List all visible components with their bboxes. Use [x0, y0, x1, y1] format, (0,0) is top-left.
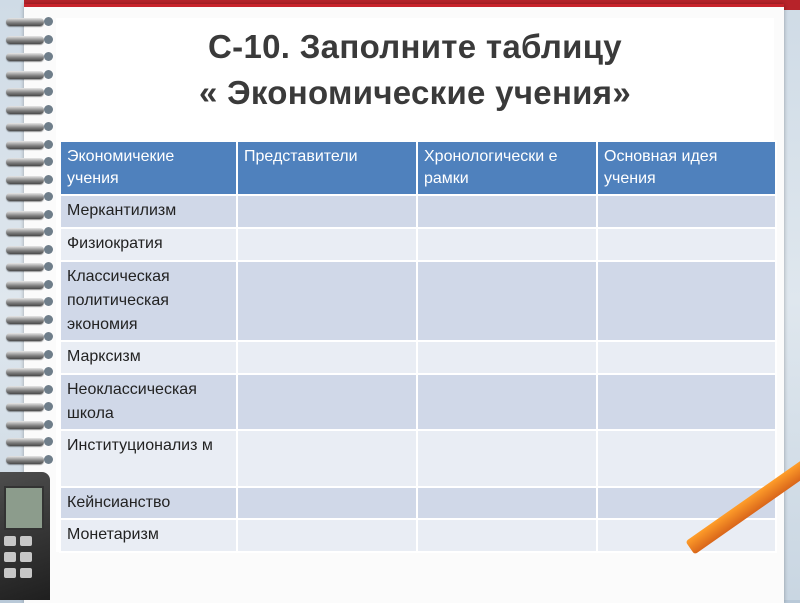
cell-doctrine: Неоклассическая школа	[60, 374, 237, 430]
cell-main-idea[interactable]	[597, 430, 776, 487]
cell-doctrine: Кейнсианство	[60, 487, 237, 519]
header-time-frame: Хронологически е рамки	[417, 141, 597, 195]
calculator-key	[4, 536, 16, 546]
cell-doctrine: Меркантилизм	[60, 195, 237, 228]
table-row	[60, 519, 776, 552]
spiral-hole	[44, 350, 53, 359]
calculator-screen	[4, 486, 44, 530]
spiral-ring	[6, 403, 44, 411]
table-row	[60, 487, 776, 519]
economic-doctrines-table	[59, 140, 777, 553]
cell-main-idea[interactable]	[597, 341, 776, 374]
cell-time-frame[interactable]	[417, 261, 597, 341]
spiral-ring	[6, 36, 44, 44]
title-line-2: « Экономические учения»	[199, 74, 631, 111]
cell-time-frame[interactable]	[417, 519, 597, 552]
calculator-key	[4, 568, 16, 578]
spiral-hole	[44, 437, 53, 446]
header-main-idea: Основная идея учения	[597, 141, 776, 195]
spiral-hole	[44, 385, 53, 394]
header-doctrine: Экономичекие учения	[60, 141, 237, 195]
table-row	[60, 261, 776, 341]
calculator-key	[20, 536, 32, 546]
spiral-ring	[6, 456, 44, 464]
spiral-hole	[44, 35, 53, 44]
page-title	[56, 24, 774, 116]
cell-doctrine: Классическая политическая экономия	[60, 261, 237, 341]
spiral-hole	[44, 175, 53, 184]
cell-representatives[interactable]	[237, 261, 417, 341]
spiral-ring	[6, 211, 44, 219]
cell-main-idea[interactable]	[597, 195, 776, 228]
spiral-ring	[6, 386, 44, 394]
spiral-hole	[44, 315, 53, 324]
spiral-ring	[6, 368, 44, 376]
spiral-hole	[44, 17, 53, 26]
spiral-hole	[44, 87, 53, 96]
spiral-ring	[6, 141, 44, 149]
spiral-ring	[6, 298, 44, 306]
calculator-image	[0, 472, 50, 600]
spiral-ring	[6, 18, 44, 26]
calculator-key	[20, 552, 32, 562]
spiral-hole	[44, 402, 53, 411]
spiral-hole	[44, 227, 53, 236]
spiral-hole	[44, 105, 53, 114]
spiral-hole	[44, 192, 53, 201]
calculator-key	[4, 552, 16, 562]
cell-time-frame[interactable]	[417, 228, 597, 261]
cell-representatives[interactable]	[237, 195, 417, 228]
cell-time-frame[interactable]	[417, 487, 597, 519]
spiral-ring	[6, 351, 44, 359]
spiral-ring	[6, 53, 44, 61]
cell-main-idea[interactable]	[597, 519, 776, 552]
cell-main-idea[interactable]	[597, 228, 776, 261]
table-row	[60, 341, 776, 374]
spiral-ring	[6, 176, 44, 184]
cell-representatives[interactable]	[237, 430, 417, 487]
spiral-hole	[44, 297, 53, 306]
header-representatives: Представители	[237, 141, 417, 195]
table-header-row	[60, 141, 776, 195]
spiral-hole	[44, 455, 53, 464]
cell-doctrine: Монетаризм	[60, 519, 237, 552]
table-row	[60, 195, 776, 228]
spiral-hole	[44, 52, 53, 61]
spiral-hole	[44, 280, 53, 289]
calculator-key	[20, 568, 32, 578]
table-row	[60, 374, 776, 430]
spiral-hole	[44, 70, 53, 79]
spiral-ring	[6, 88, 44, 96]
cell-time-frame[interactable]	[417, 430, 597, 487]
spiral-ring	[6, 123, 44, 131]
spiral-hole	[44, 420, 53, 429]
spiral-ring	[6, 421, 44, 429]
cell-time-frame[interactable]	[417, 341, 597, 374]
spiral-ring	[6, 71, 44, 79]
cell-main-idea[interactable]	[597, 374, 776, 430]
spiral-hole	[44, 367, 53, 376]
cell-representatives[interactable]	[237, 519, 417, 552]
cell-representatives[interactable]	[237, 228, 417, 261]
spiral-hole	[44, 332, 53, 341]
title-line-1: С-10. Заполните таблицу	[208, 28, 622, 65]
cell-main-idea[interactable]	[597, 261, 776, 341]
spiral-ring	[6, 263, 44, 271]
table-row	[60, 228, 776, 261]
table-row	[60, 430, 776, 487]
spiral-ring	[6, 316, 44, 324]
spiral-hole	[44, 122, 53, 131]
cell-doctrine: Физиократия	[60, 228, 237, 261]
spiral-ring	[6, 193, 44, 201]
spiral-hole	[44, 262, 53, 271]
cell-time-frame[interactable]	[417, 195, 597, 228]
spiral-ring	[6, 158, 44, 166]
spiral-ring	[6, 333, 44, 341]
spiral-hole	[44, 245, 53, 254]
cell-doctrine: Марксизм	[60, 341, 237, 374]
cell-representatives[interactable]	[237, 487, 417, 519]
cell-representatives[interactable]	[237, 374, 417, 430]
spiral-ring	[6, 438, 44, 446]
spiral-hole	[44, 210, 53, 219]
cell-time-frame[interactable]	[417, 374, 597, 430]
spiral-hole	[44, 140, 53, 149]
spiral-ring	[6, 281, 44, 289]
cell-doctrine: Институционализ м	[60, 430, 237, 487]
spiral-hole	[44, 157, 53, 166]
cell-representatives[interactable]	[237, 341, 417, 374]
spiral-ring	[6, 246, 44, 254]
spiral-ring	[6, 228, 44, 236]
spiral-ring	[6, 106, 44, 114]
